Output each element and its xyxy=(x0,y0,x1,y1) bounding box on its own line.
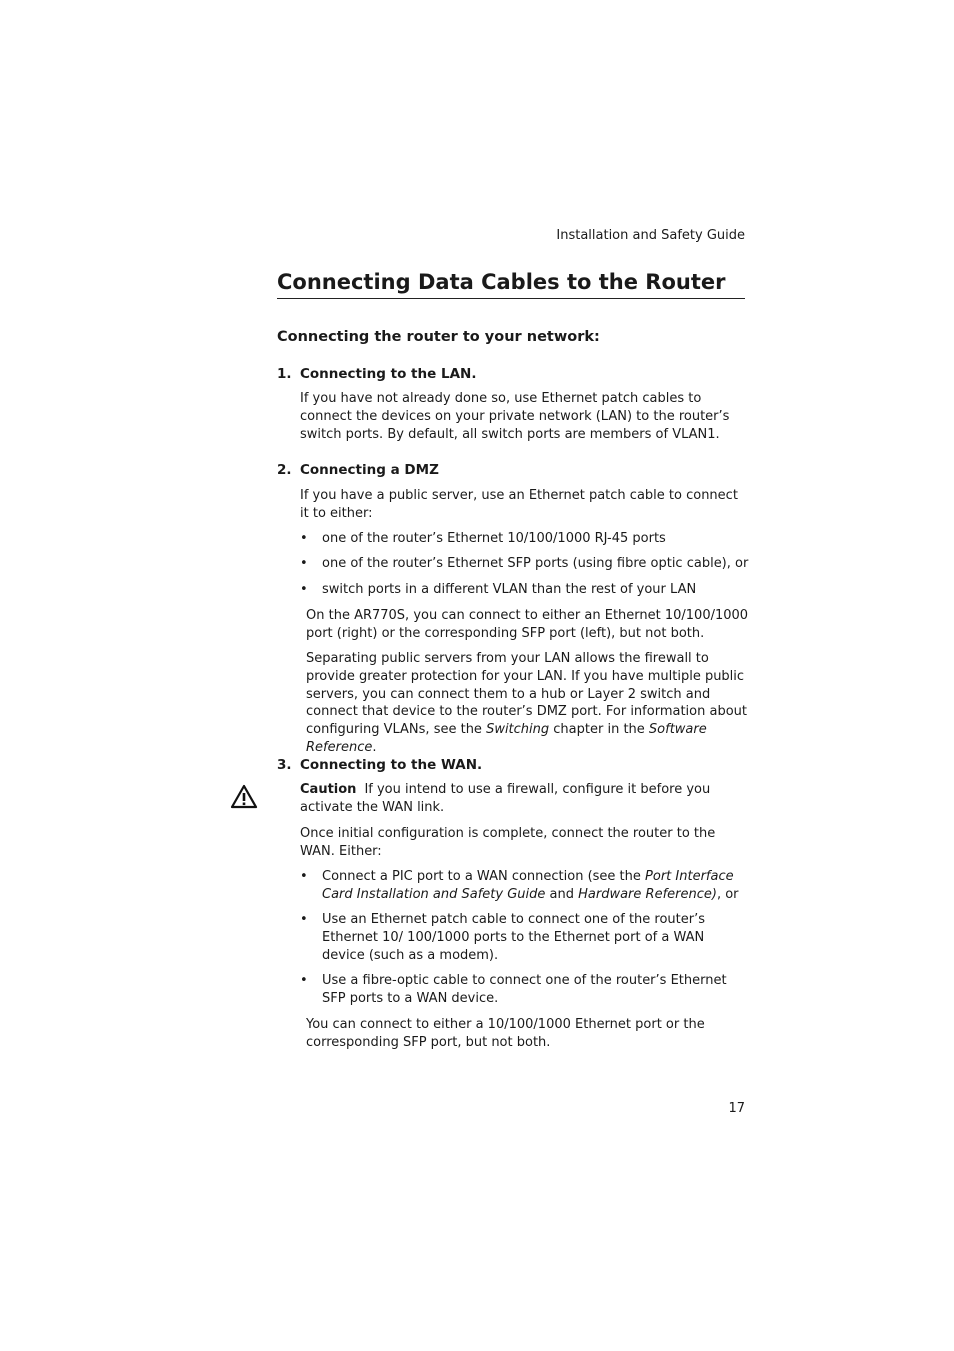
step-label: Connecting to the LAN. xyxy=(300,366,477,382)
emphasis: Switching xyxy=(486,722,550,738)
bullet-icon: • xyxy=(300,973,308,988)
list-item: • Use an Ethernet patch cable to connect one of the router’s Ethernet 10/ 100/1000 ports to the Ethernet port of a WAN device (such as a modem). xyxy=(300,912,706,963)
step-number: 2. xyxy=(277,462,292,478)
step-2-intro: If you have a public server, use an Ethernet patch cable to connect it to either: xyxy=(300,488,738,521)
step-2-explanation: Separating public servers from your LAN allows the firewall to provide greater protection for your LAN. If you have multiple public servers, you can connect them to a hub or Layer 2 switch and connect that device to the router’s DMZ port. For information about configuring VLANs, see the Switching chapter in the Software Reference. xyxy=(306,651,747,755)
step-2-note: On the AR770S, you can connect to either an Ethernet 10/100/1000 port (right) or the corresponding SFP port (left), but not both. xyxy=(306,608,749,641)
step-3-heading xyxy=(277,757,482,773)
caution-label: Caution xyxy=(300,782,357,797)
step-number: 1. xyxy=(277,366,292,382)
emphasis: Hardware Reference) xyxy=(578,886,717,902)
step-3-intro: Once initial configuration is complete, connect the router to the WAN. Either: xyxy=(300,826,716,859)
step-3-note: You can connect to either a 10/100/1000 Ethernet port or the corresponding SFP port, but not both. xyxy=(306,1017,705,1050)
page-number: 17 xyxy=(728,1101,745,1116)
step-2-heading xyxy=(277,462,439,478)
list-item: • Use a fibre-optic cable to connect one of the router’s Ethernet SFP ports to a WAN device. xyxy=(300,973,727,1006)
emphasis: Port Interface Card Installation and Safety Guide xyxy=(322,869,734,902)
page-title: Connecting Data Cables to the Router xyxy=(277,270,745,299)
step-label: Connecting to the WAN. xyxy=(300,757,483,773)
emphasis: Software Reference xyxy=(306,722,707,755)
caution-note: Caution If you intend to use a firewall, configure it before you activate the WAN link. xyxy=(300,782,711,815)
list-item: • one of the router’s Ethernet SFP ports (using fibre optic cable), or xyxy=(300,556,749,571)
bullet-icon: • xyxy=(300,556,308,571)
step-number: 3. xyxy=(277,757,292,773)
step-label: Connecting a DMZ xyxy=(300,462,439,478)
list-item: • one of the router’s Ethernet 10/100/1000 RJ-45 ports xyxy=(300,531,666,546)
list-item: • Connect a PIC port to a WAN connection (see the Port Interface Card Installation and Safety Guide and Hardware Reference), or xyxy=(300,869,739,902)
warning-triangle-icon xyxy=(230,784,258,810)
bullet-icon: • xyxy=(300,582,308,597)
section-subtitle: Connecting the router to your network: xyxy=(277,329,600,345)
bullet-icon: • xyxy=(300,912,308,927)
bullet-icon: • xyxy=(300,531,308,546)
list-item: • switch ports in a different VLAN than the rest of your LAN xyxy=(300,582,697,597)
bullet-icon: • xyxy=(300,869,308,884)
step-1-heading xyxy=(277,366,476,382)
running-header: Installation and Safety Guide xyxy=(556,228,745,243)
step-1-paragraph: If you have not already done so, use Ethernet patch cables to connect the devices on your private network (LAN) to the router’s switch ports. By default, all switch ports are members of VLAN1. xyxy=(300,391,730,442)
